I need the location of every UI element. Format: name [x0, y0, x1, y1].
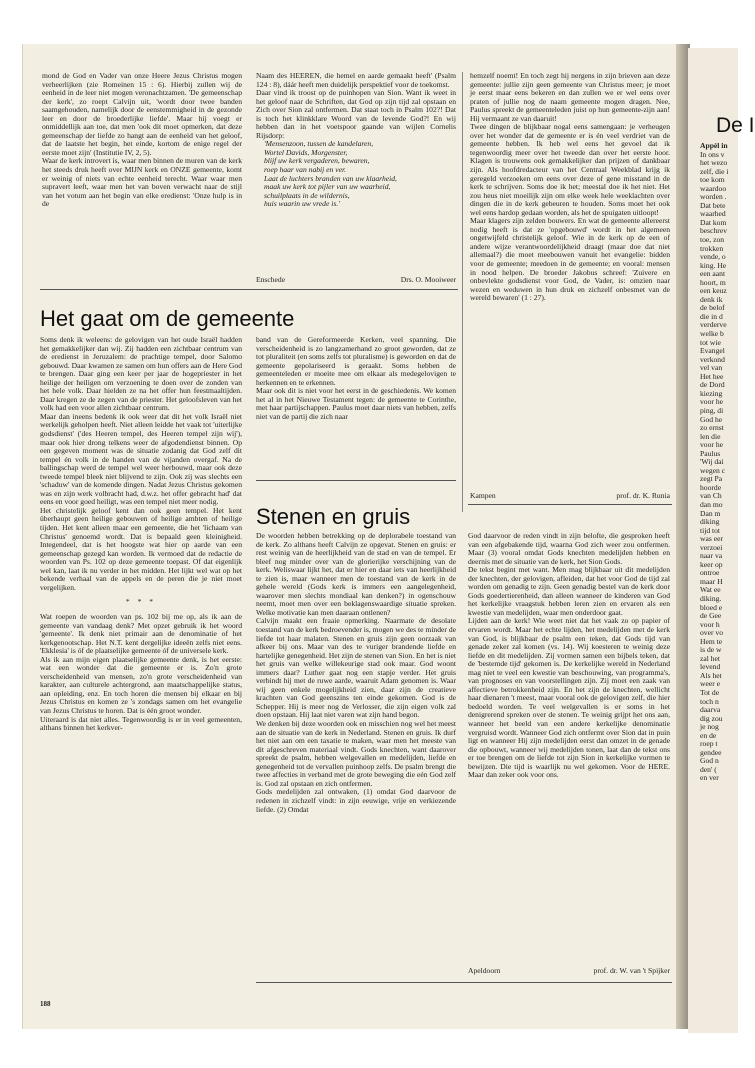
- adjacent-page-line: van Ch: [700, 491, 722, 501]
- adjacent-page-line: zo ernst: [700, 423, 724, 433]
- adjacent-page-line: over vo: [700, 628, 723, 638]
- adjacent-page-line: den' (: [700, 764, 717, 774]
- adjacent-page-line: was eer: [700, 534, 723, 544]
- column-divider: [462, 72, 463, 512]
- adjacent-page-line: een aant: [700, 269, 726, 279]
- adjacent-page-line: zelf, die i: [700, 166, 729, 176]
- adjacent-page-line: beschrev: [700, 226, 727, 236]
- adjacent-page-line: zal het: [700, 653, 721, 663]
- adjacent-page-line: Als het: [700, 670, 722, 680]
- adjacent-page-line: zegt Pa: [700, 474, 723, 484]
- adjacent-page-line: en ver: [700, 773, 719, 783]
- adjacent-page-line: ping, di: [700, 405, 724, 415]
- adjacent-page-line: kiezing: [700, 388, 723, 398]
- paragraph: Uiteraard is dat niet alles. Tegenwoordig is er in veel gemeenten, althans binnen het kerkver-: [40, 714, 242, 733]
- poem-line: blijf uw kerk vergaderen, bewaren,: [264, 156, 370, 166]
- poem-line: maak uw kerk tot pijler van uw waarheid,: [264, 182, 391, 192]
- divider-mid: [256, 480, 456, 481]
- adjacent-page-title: De I: [716, 114, 755, 137]
- paragraph: * * *: [125, 597, 157, 607]
- adjacent-page-line: de Dord: [700, 380, 725, 390]
- adjacent-page-line: tijd tot: [700, 525, 721, 535]
- signature-runia: [470, 491, 670, 500]
- adjacent-page-line: trokken: [700, 243, 724, 253]
- adjacent-page-line: God n: [700, 756, 719, 766]
- paragraph: Naam des HEEREN, die hemel en aarde gemaakt heeft' (Psalm 124 : 8), dáár heeft men duidelijk perspektief voor de toekomst.: [256, 71, 456, 89]
- paragraph: band van de Gereformeerde Kerken, veel spanning. Die verscheidenheid is zo langzamerhand zo groot geworden, dat ze tot pluraliteit (en soms zelfs tot pluralisme) is geworden en dat de gemeente gepolariseerd is geraakt. Soms hebben de gemeenteleden er moeite mee om elkaar als medegelovigen te herkennen en te erkennen.: [256, 335, 456, 387]
- paragraph: Maar ook dit is niet voor het eerst in de geschiedenis. We komen het al in het Nieuwe Testament tegen: de gemeente te Corinthe, met haar partijschappen. Paulus moet daar niets van hebben, zelfs niet van de partij die zich naar: [256, 386, 456, 421]
- adjacent-page-line: vel van: [700, 363, 723, 373]
- adjacent-page-line: ontroe: [700, 568, 720, 578]
- adjacent-page-line: en de: [700, 730, 717, 740]
- paragraph: Daar vind ik troost op de puinhopen van Sion. Want ik weet in het geloof naar de Schriften, dat God op zijn tijd zal opstaan en Zich over Sion zal ontfermen. Dat staat toch in Psalm 102?! Dat is toch het klinkklare Woord van de levende God?! En wij hebben dan in het voetspoor gaande van wijlen Cornelis Rijsdorp:: [256, 88, 456, 140]
- adjacent-page-line: keer op: [700, 559, 723, 569]
- paragraph: De tekst begint met want. Men mag blijkbaar uit dit medelijden der knechten, der gelovigen, afleiden, dat het voor God de tijd zal worden om genadig te zijn. Geen genadig bestel van de kerk door Gods goedertierenheid, dan alleen wanneer de kinderen van God het kerkelijke vraagstuk hebben leren zien en ervaren als een kwestie van medelijden, waar men onderdoor gaat.: [468, 565, 670, 617]
- paragraph: Als ik aan mijn eigen plaatselijke gemeente denk, is het eerste: wat een wonder dat die gemeente er is. Zo'n grote verscheidenheid van mensen, zo'n grote verscheidenheid van karakter, aan culturele achtergrond, aan maatschappelijke status, aan opleiding, enz. En toch horen die mensen bij elkaar en bij Jezus Christus en komen ze 's zondags samen om het evangelie van Jezus Christus te horen. Dat is één groot wonder.: [40, 654, 242, 715]
- poem-line: Wortel Davids, Morgenster,: [264, 147, 348, 157]
- adjacent-page-line: Wat ee: [700, 585, 721, 595]
- adjacent-page-line: roep t: [700, 739, 718, 749]
- adjacent-page-line: God he: [700, 414, 723, 424]
- paragraph: hemzelf noemt! En toch zegt hij nergens in zijn brieven aan deze gemeente: jullie zijn geen gemeente van Christus meer; je moet je eerst maar eens bekeren en dan zullen we er wel eens over praten of jullie nog de naam gemeente mogen dragen. Nee, Paulus spreekt de gemeenteleden juist op hun gemeente-zijn aan! Hij vermaant ze van daaruit!: [470, 71, 670, 123]
- adjacent-page-line: daarva: [700, 705, 721, 715]
- article2-column-2: [468, 532, 670, 952]
- article1-column-1: [40, 336, 242, 982]
- adjacent-page-line: worden .: [700, 192, 727, 202]
- adjacent-page-line: Tot de: [700, 688, 720, 697]
- adjacent-page-line: waarhed: [700, 209, 726, 219]
- adjacent-page-line: voor he: [700, 397, 723, 407]
- adjacent-page-line: Dat kom: [700, 217, 727, 227]
- article1-column-2: [256, 336, 456, 476]
- adjacent-page-line: een keuz: [700, 286, 727, 296]
- adjacent-page-line: len die: [700, 431, 721, 441]
- adjacent-page-line: verkond: [700, 354, 725, 364]
- signature-mooiweer: [256, 275, 456, 284]
- adjacent-page-line: wegen c: [700, 465, 726, 475]
- adjacent-page-line: dan mo: [700, 499, 723, 509]
- adjacent-page-line: verderve: [700, 320, 727, 330]
- poem-rijsdorp: [256, 140, 456, 208]
- adjacent-page-heading: Appèl in: [700, 141, 728, 150]
- paragraph: Het christelijk geloof kent dan ook geen tempel. Het kent überhaupt geen heilige gebouwen of heilige ambten of heilige tijden. Het kent alleen maar een gemeente, die het 'lichaam van Christus' genoemd wordt. Dat is bepaald geen kleinigheid. Integendeel, dat is het hoogste wat hier op aarde van een gemeenschap gezegd kan worden. Ik vermoed dat de redactie de woorden van Ps. 102 op deze gemeente toepast. Of dat eigenlijk wel kan, laat ik nu verder in het midden. Het lijkt wel wat op het bekende verhaal van de appels en de peren die je niet moet vergelijken.: [40, 505, 242, 592]
- paragraph: God daarvoor de reden vindt in zijn belofte, die gesproken heeft van een afgebakende tijd, waarna God zich weer zou ontfermen. Maar (3) vooral omdat Gods knechten medelijden hebben en deernis met de situatie van de kerk, het Sion Gods.: [468, 531, 670, 566]
- adjacent-page-line: bloed e: [700, 602, 723, 612]
- paragraph: mond de God en Vader van onze Heere Jezus Christus mogen verheerlijken (zie Romeinen 15 : 6). Hierbij zullen wij de eenheid in de leer niet mogen veronachtzamen. 'De gemeenschap der kerk', zo roept Calvijn uit, 'wordt door twee banden saamgehouden, namelijk door de eenstemmigheid in de gezonde leer en door de broederlijke liefde'. Maar hij voegt er onmiddellijk aan toe, dat men 'ook dit moet opmerken, dat deze gemeenschap der liefde zo hangt aan de eenheid van het geloof, dat de laatste het begin, het einde, kortom de enige regel der eerste moet zijn' (Institutie IV, 2, 5).: [42, 71, 242, 157]
- paragraph: Twee dingen de blijkbaar nogal eens samengaan: je verheugen over het wonder dat de gemeente er is én veel verdriet van de gemeente hebben. Ik heb wel eens het gevoel dat ik tegenwoordig meer over het tweede dan over het eerste hoor. Klagen is trouwens ook gemakkelijker dan prijzen of dankbaar zijn. Als hoofdredacteur van het Centraal Weekblad krijg ik geregeld verzoeken om eens over deze of gene misstand in de kerk te schrijven. Soms doe ik het; meestal doe ik het niet. Het zou heus niet moeilijk zijn om elke week hele weeklachten over dingen die in de kerk gebeuren te houden. Soms moet het ook wel eens hardop gedaan worden, als het de spuigaten uitloopt!: [470, 122, 670, 217]
- adjacent-page-line: diking: [700, 517, 720, 527]
- signature-author: prof. dr. W. van 't Spijker: [593, 966, 670, 975]
- adjacent-page: [688, 48, 755, 1033]
- adjacent-page-line: hoort, m: [700, 277, 726, 287]
- adjacent-page-line: je nog: [700, 722, 719, 732]
- poem-line: 'Mensenzoon, tussen de kandelaren,: [264, 139, 374, 149]
- top-column-1: [42, 72, 242, 289]
- paragraph: Calvijn maakt een fraaie opmerking. Naarmate de desolate toestand van de kerk bedroevender is, mogen we des te minder de liefde tot haar malaten. Stenen en gruis zijn geen oorzaak van afkeer bij ons. Maar van des te vuriger brandende liefde en hartelijke genegenheid. Het zijn de stenen van Sion. En het is niet het gruis van welke willekeurige stad ook maar. God woont immers daar? Luther gaat nog een stapje verder. Het gruis verbindt hij met de ruwe aarde, waaruit Adam genomen is. Waar wij geen enkele mogelijkheid zien, daar zijn de creatieve krachten van God geenszins ten einde gekomen. God is de Schepper. Hij is meer nog de Verlosser, die zijn eigen volk zal doen opstaan. Hij laat niet varen wat zijn hand begon.: [256, 616, 456, 720]
- adjacent-page-line: waardoo: [700, 183, 727, 193]
- adjacent-page-line: de belof: [700, 303, 725, 313]
- adjacent-page-line: levend: [700, 662, 721, 672]
- adjacent-page-line: is de w: [700, 645, 722, 655]
- adjacent-page-line: de Gee: [700, 611, 722, 621]
- adjacent-page-line: voor h: [700, 619, 720, 629]
- poem-line: huis waarin uw vrede is.': [264, 199, 340, 209]
- adjacent-page-line: Dan m: [700, 508, 721, 518]
- paragraph: Gods medelijden zal ontwaken, (1) omdat God daarvoor de redenen in zichzelf vindt: in zijn eeuwige, vrije en verkiezende liefde. (2) Omdat: [256, 787, 456, 814]
- divider-top: [40, 289, 458, 290]
- adjacent-page-line: tot wie: [700, 337, 721, 347]
- adjacent-page-line: weer e: [700, 679, 721, 689]
- top-column-2: [256, 72, 456, 274]
- paragraph: Lijden aan de kerk! Wie weet niet dat het vaak zo op papier of ervaren wordt. Maar het echte lijden, het medelijden met de kerk van God, is blijkbaar de psalm een teken, dat Gods tijd van genade zeker zal komen (vs. 14). Wij koesteren te weinig deze liefde en dit medelijden. Zij vormen samen een bijbels teken, dat de 'bestemde tijd' gekomen is. De kerkelijke wereld in Nederland mag niet te veel een kwestie van beschouwing, van programma's, van prognoses en van voorstellingen zijn. Zij moet een zaak van affectieve betrokkenheid zijn. En het zijn de knechten, wellicht haar dienaren 't meest, maar vooral ook de gelovigen zelf, die hier bedoeld worden. Te veel welgevallen is er soms in het denigrerend spreken over de stenen. Te weinig grijpt het ons aan, wanneer het beeld van een andere kerkelijke denominatie vergruisd wordt. Wanneer God zich ontfermt over Sion dat in puin ligt en wanneer Hij zijn medelijden eerst dan omzet in de genade die opbouwt, wanneer wij medelijden tonen, laat dan de tekst ons er toe brengen om de liefde tot zijn Sion in kerkelijke vormen te bewijzen. Die tijd is waarlijk nu wel gekomen. Voor de HERE. Maar dan zeker ook voor ons.: [468, 616, 670, 780]
- paragraph: Waar de kerk introvert is, waar men binnen de muren van de kerk het steeds druk heeft over MIJN kerk en ONZE gemeente, komt er weinig of niets van echte eenheid terecht. Waar waar men supravert leeft, waar men het van boven verwacht naar de stijl van het votum aan het begin van elke eredienst: 'Onze hulp is in de: [42, 156, 242, 209]
- adjacent-page-line: In ons v: [700, 149, 725, 159]
- adjacent-page-line: king. He: [700, 260, 727, 270]
- adjacent-page-line: voor he: [700, 440, 723, 450]
- divider-bottom: [256, 982, 672, 983]
- adjacent-page-line: welke b: [700, 329, 724, 339]
- signature-vanspijker: [468, 966, 670, 975]
- page-number: 188: [40, 1000, 51, 1008]
- divider-right: [468, 504, 672, 505]
- adjacent-page-line: verzoei: [700, 542, 723, 552]
- adjacent-page-text: [700, 142, 740, 783]
- paragraph: Maar dan ineens bedenk ik ook weer dat dit het volk Israël niet werkelijk geholpen heeft. Niet alleen leidde het vaak tot 'uiterlijke godsdienst' ('des Heeren tempel, des Heeren tempel zijn wij'), maar ook hier drong telkens weer de afgodendienst binnen. Op een gegeven moment was de situatie zodanig dat God zelf dit tempel én volk in de handen van de vijanden overgaf. Na de ballingschap werd de tempel wel weer herbouwd, maar ook deze tweede tempel bleek niet blijvend te zijn. Ook zij was slechts een 'schaduw' van de komende dingen. Nadat Jezus Christus gekomen was en zijn werk volbracht had, d.w.z. het offer gebracht had' dat eens en voor goed heiligt, was een tempel niet meer nodig.: [40, 411, 242, 507]
- signature-author: prof. dr. K. Runia: [616, 491, 670, 500]
- paragraph: Wat roepen de woorden van ps. 102 bij me op, als ik aan de gemeente van vandaag denk? Met opzet gebruik ik het woord 'gemeente'. Ik denk niet primair aan de denominatie of het kerkgenootschap. Het N.T. kent dergelijke ideeën zelfs niet eens. 'Ekklesia' is óf de plaatselijke gemeente óf de universele kerk.: [40, 611, 242, 656]
- adjacent-page-line: 'Wij dai: [700, 457, 724, 467]
- signature-place: Kampen: [470, 491, 496, 500]
- adjacent-page-line: Evangel: [700, 346, 725, 356]
- adjacent-page-line: Het hee: [700, 371, 724, 381]
- adjacent-page-line: naar va: [700, 551, 723, 561]
- adjacent-page-line: het wezo: [700, 158, 728, 168]
- article-title-gemeente: Het gaat om de gemeente: [40, 306, 295, 331]
- article-title-stenen: Stenen en gruis: [256, 504, 411, 529]
- poem-line: roep haar van nabij en ver.: [264, 165, 346, 175]
- adjacent-page-line: diking.: [700, 593, 722, 603]
- adjacent-page-line: maar H: [700, 576, 723, 586]
- adjacent-page-line: toe, zon: [700, 235, 725, 245]
- top-column-3: [470, 72, 670, 490]
- adjacent-page-line: toch n: [700, 696, 719, 706]
- adjacent-page-line: vende, o: [700, 252, 726, 262]
- adjacent-page-line: dig zou: [700, 713, 723, 723]
- adjacent-page-line: Dat bete: [700, 200, 726, 210]
- paragraph: De woorden hebben betrekking op de deplorabele toestand van de kerk. Zo althans heeft Calvijn ze opgevat. Stenen en gruis: er rest weinig van de heerlijkheid van de stad en van de tempel. Er bleef nog minder over van de glorierijke verschijning van de kerk. Weliswaar lijkt het, dat er hier en daar iets van heerlijkheid te zien is, maar wanneer men de toestand van de kerk in de gehele wereld (Gods kerk is immers een aangelegenheid, waarover men slechts mondiaal kan denken?) in ogenschouw neemt, moet men over een beklagenswaardige situatie spreken. Welke motivatie kan men daaraan ontlenen?: [256, 531, 456, 617]
- paragraph: Soms denk ik weleens: de gelovigen van het oude Israël hadden het gemakkelijker dan wij. Zij hadden een zichtbaar centrum van de eredienst in Jeruzalem: de prachtige tempel, door Salomo gebouwd. Daar kwamen ze samen om hun offers aan de Here God te brengen. Daar ging een keer per jaar de hogepriester in het heilige der heiligen om verzoening te doen over de zonden van het hele volk. Daar hielden ze na het offer hun feestmaaltijden. Daar kregen ze de zegen van de priester. Het geloofsleven van het volk had een voor allen zichtbaar centrum.: [40, 335, 242, 413]
- article2-column-1: [256, 532, 456, 984]
- poem-line: Laat de luchters branden van uw klaarheid,: [264, 173, 397, 183]
- adjacent-page-line: toe kom: [700, 175, 725, 185]
- adjacent-page-line: gendee: [700, 747, 722, 757]
- signature-author: Drs. O. Mooiweer: [400, 275, 456, 284]
- poem-line: schuilplaats in de wildernis,: [264, 190, 350, 200]
- adjacent-page-line: Paulus: [700, 448, 721, 458]
- adjacent-page-line: die in d: [700, 311, 723, 321]
- paragraph: We denken bij deze woorden ook en misschien nog wel het meest aan de situatie van de kerk in Nederland. Stenen en gruis. Ik durf het niet aan om een taxatie te maken, waar men het meeste van dit afgeschreven materiaal vindt. Gods knechten, want daarover spreekt de psalm, hebben welgevallen en medelijden, liefde en genegenheid tot de vervallen puinhoop zelfs. De psalm brengt die twee affecties in verband met de grote beweging die eén God zelf is. God zal opstaan en zich ontfermen.: [256, 719, 456, 788]
- signature-place: Apeldoorn: [468, 966, 501, 975]
- adjacent-page-line: hoorde: [700, 482, 722, 492]
- adjacent-page-line: denk ik: [700, 294, 723, 304]
- adjacent-page-line: Hem te: [700, 636, 723, 646]
- signature-place: Enschede: [256, 275, 286, 284]
- paragraph: Maar klagers zijn zelden bouwers. En wat de gemeente allereerst nodig heeft is dat ze 'opgebouwd' wordt in het algemeen ongetwijfeld christelijk geloof. Wie in de kerk op de een of andere wijze verantwoordelijkheid draagt (maar doe dat niet allemaal?) die moet meebouwen vanuit het evangelie: bidden voor de gemeente; meedoen in de gemeente; en vooral: mensen in nood helpen. De broeder Jakobus schreef: 'Zuivere en onbevlekte godsdienst voor God, de Vader, is: omzien naar wezen en weduwen in hun druk en zichzelf onbesmet van de wereld bewaren' (1 : 27).: [470, 216, 670, 303]
